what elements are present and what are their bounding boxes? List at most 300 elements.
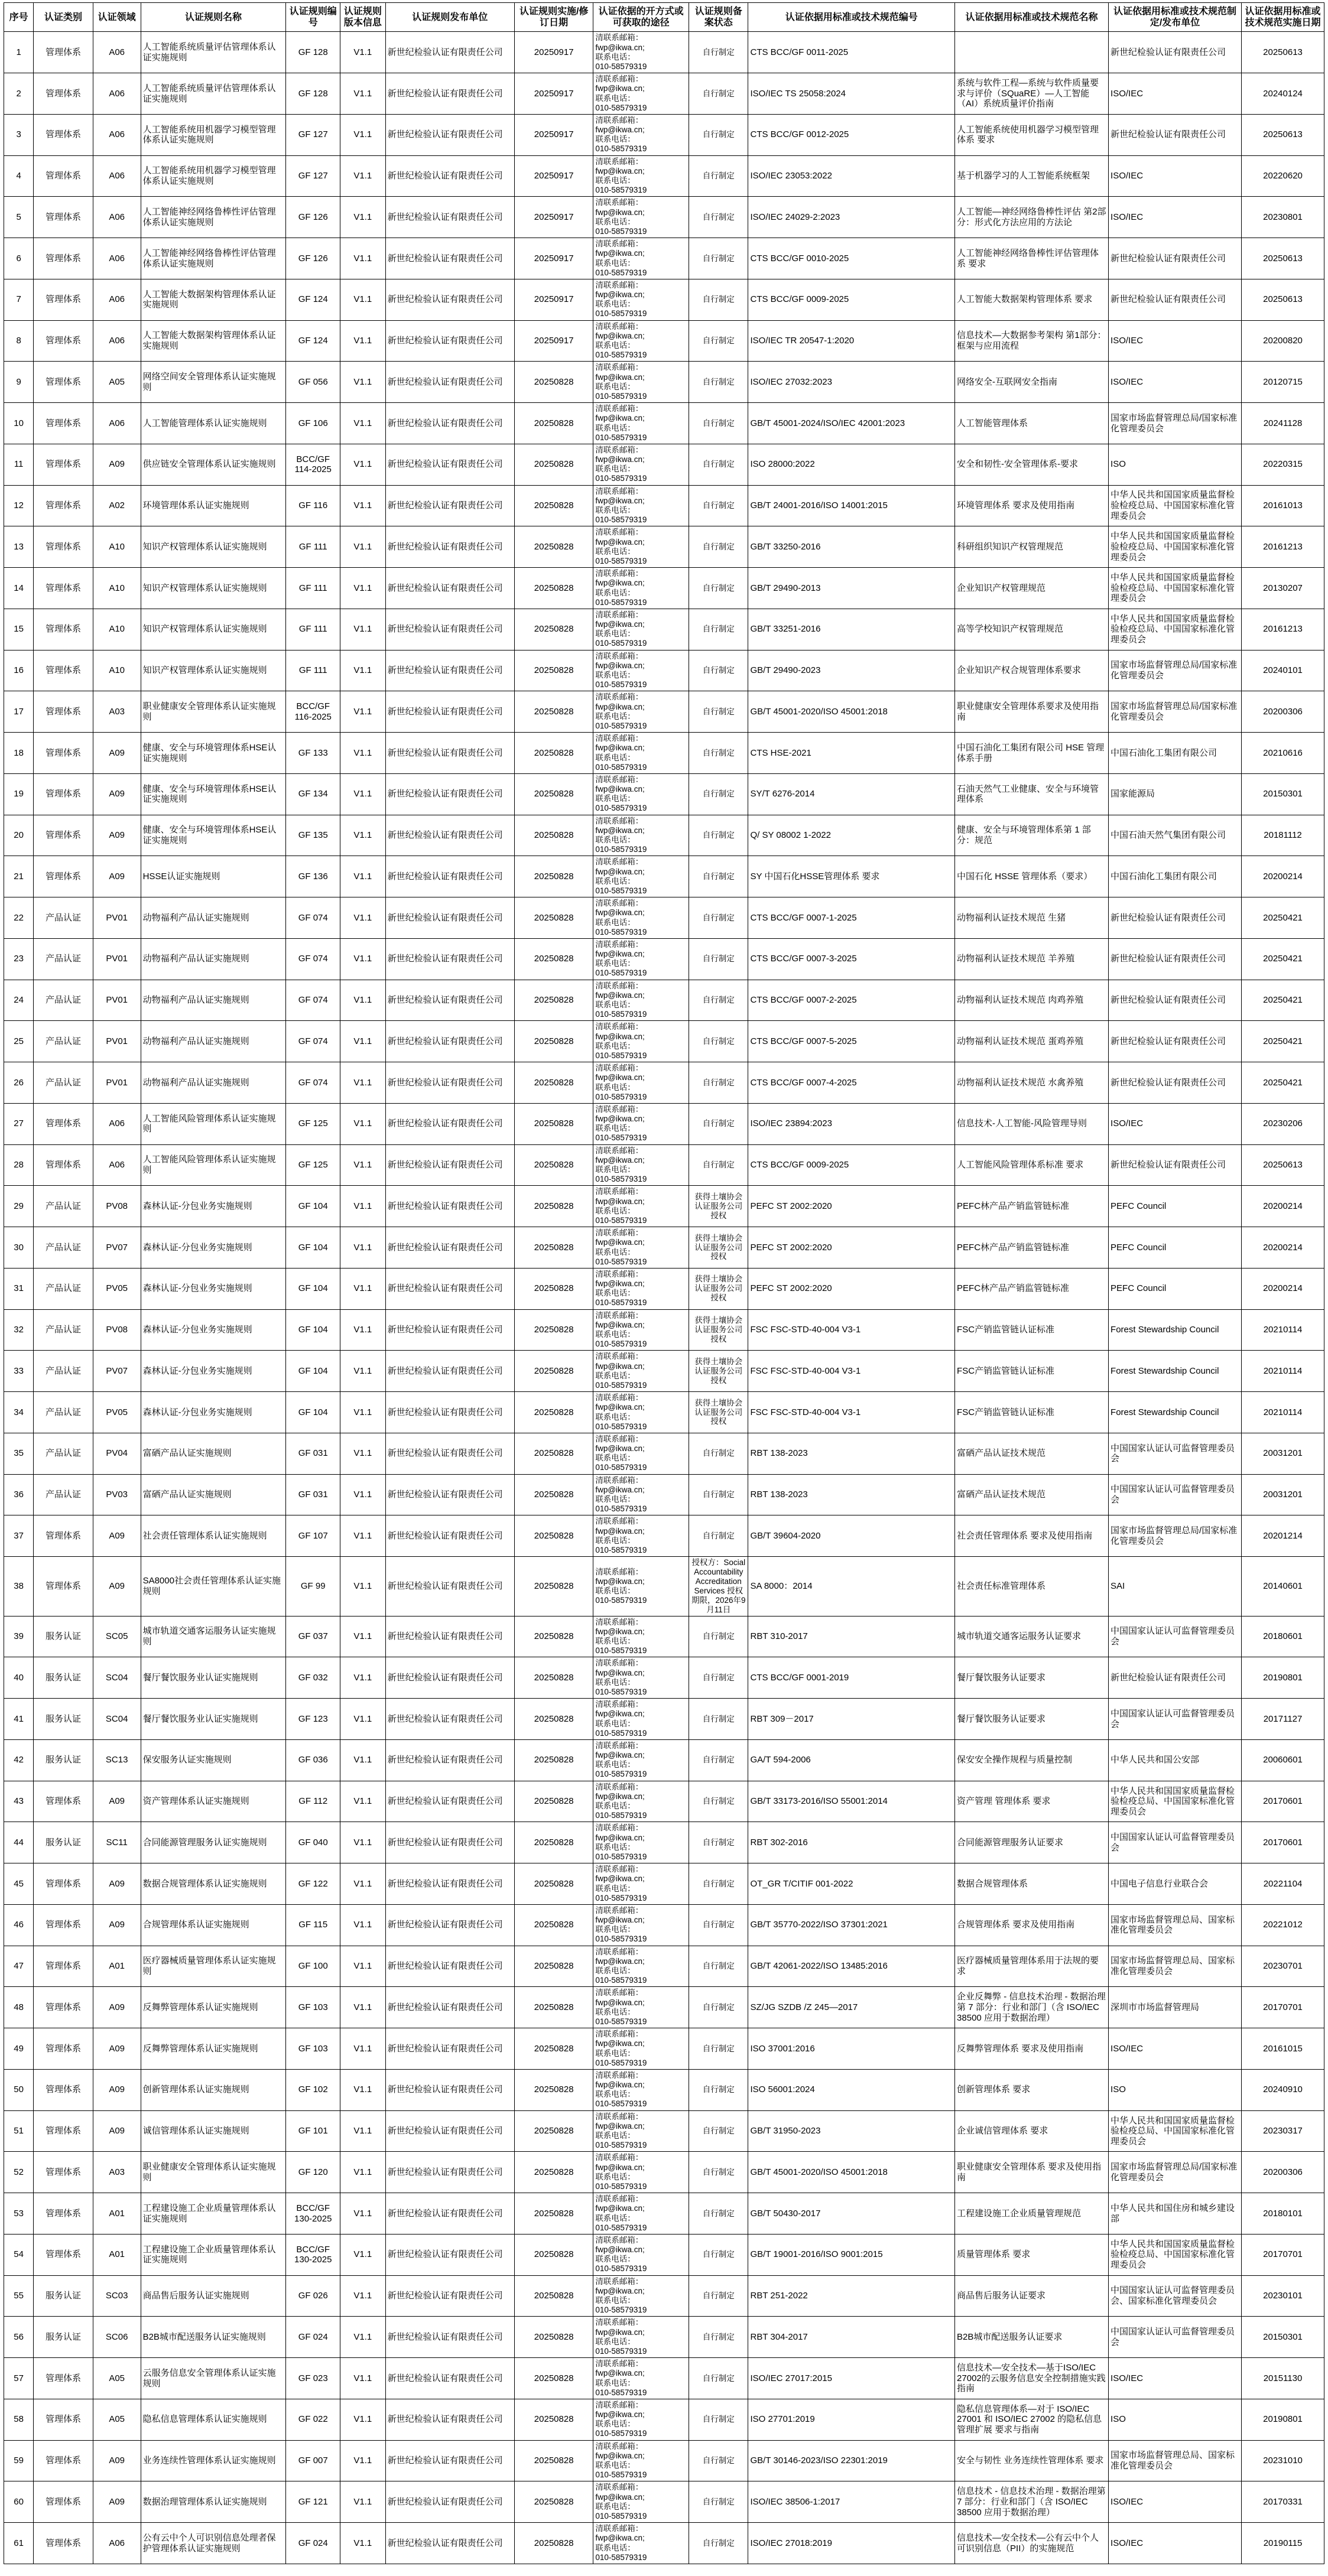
contact-line: 清联系邮箱： (595, 1947, 644, 1956)
table-row[interactable] (4, 2317, 1324, 2358)
cell-standard-date: 20250613 (1242, 1144, 1324, 1186)
table-row[interactable] (4, 1515, 1324, 1557)
table-row[interactable] (4, 568, 1324, 609)
table-row[interactable] (4, 238, 1324, 279)
cell-standard-org: 中华人民共和国国家质量监督检验检疫总局、中国国家标准化管理委员会 (1109, 2234, 1242, 2275)
cell-rule-no: GF 120 (286, 2152, 340, 2193)
cell-version: V1.1 (340, 1863, 385, 1905)
cell-version: V1.1 (340, 362, 385, 403)
cell-standard-org: 中华人民共和国国家质量监督检验检疫总局、中国国家标准化管理委员会 (1109, 526, 1242, 568)
cell-standard-date: 20161013 (1242, 485, 1324, 526)
cell-version: V1.1 (340, 2440, 385, 2481)
table-row[interactable] (4, 485, 1324, 526)
cell-category: 产品认证 (34, 1392, 93, 1433)
cell-standard-org: 国家能源局 (1109, 773, 1242, 815)
contact-line: 010-58579319 (595, 103, 647, 112)
contact-line: 联系电话： (595, 1719, 635, 1728)
cell-standard-org: 新世纪检验认证有限责任公司 (1109, 1062, 1242, 1104)
cell-version: V1.1 (340, 1309, 385, 1351)
cell-category: 服务认证 (34, 1616, 93, 1657)
cell-date: 20250917 (515, 279, 593, 320)
cell-publisher: 新世纪检验认证有限责任公司 (385, 1904, 514, 1946)
cell-field: PV01 (93, 980, 141, 1021)
cell-category: 管理体系 (34, 650, 93, 691)
cell-filing-status: 自行制定 (689, 2234, 748, 2275)
cell-field: A06 (93, 2523, 141, 2564)
cell-date: 20250917 (515, 238, 593, 279)
cell-rule-name: 隐私信息管理体系认证实施规则 (141, 2399, 286, 2440)
cell-standard-name: 企业知识产权合规管理体系要求 (955, 650, 1109, 691)
cell-publisher: 新世纪检验认证有限责任公司 (385, 1103, 514, 1144)
contact-line: fwp@ikwa.cn; (595, 2080, 645, 2090)
cell-field: A09 (93, 1515, 141, 1557)
cell-filing-status: 自行制定 (689, 485, 748, 526)
table-row[interactable] (4, 1021, 1324, 1062)
table-row[interactable] (4, 1904, 1324, 1946)
table-row[interactable] (4, 155, 1324, 197)
table-row[interactable] (4, 1474, 1324, 1515)
cell-standard-date: 20200214 (1242, 1227, 1324, 1269)
cell-access (593, 2523, 689, 2564)
cell-category: 产品认证 (34, 1062, 93, 1104)
contact-line: 联系电话： (595, 2419, 635, 2429)
cell-no: 48 (4, 1987, 34, 2028)
contact-line: 联系电话： (595, 2213, 635, 2223)
cell-rule-no: GF 100 (286, 1946, 340, 1987)
cell-rule-name: 创新管理体系认证实施规则 (141, 2069, 286, 2110)
cell-publisher: 新世纪检验认证有限责任公司 (385, 1781, 514, 1822)
cell-access (593, 773, 689, 815)
cell-date: 20250828 (515, 691, 593, 733)
contact-line: 联系电话： (595, 547, 635, 556)
contact-line: 联系电话： (595, 52, 635, 61)
cell-rule-name: 职业健康安全管理体系认证实施规则 (141, 2152, 286, 2193)
cell-filing-status: 自行制定 (689, 2152, 748, 2193)
cell-date: 20250828 (515, 2234, 593, 2275)
cell-publisher: 新世纪检验认证有限责任公司 (385, 815, 514, 856)
cell-no: 55 (4, 2275, 34, 2317)
cell-version: V1.1 (340, 938, 385, 980)
cell-rule-no: GF 99 (286, 1557, 340, 1616)
cell-standard-name: 中国石油化工集团有限公司 HSE 管理体系手册 (955, 733, 1109, 774)
table-row[interactable] (4, 73, 1324, 115)
cell-rule-no: GF 124 (286, 320, 340, 362)
cell-access (593, 2152, 689, 2193)
cell-rule-name: 人工智能神经网络鲁棒性评估管理体系认证实施规则 (141, 238, 286, 279)
cell-standard-name: 职业健康安全管理体系 要求及使用指南 (955, 2152, 1109, 2193)
cell-date: 20250828 (515, 2069, 593, 2110)
cell-field: SC05 (93, 1616, 141, 1657)
table-row[interactable] (4, 1946, 1324, 1987)
cell-filing-status: 自行制定 (689, 1904, 748, 1946)
cell-standard-org: 国家市场监督管理总局、国家标准化管理委员会 (1109, 2440, 1242, 2481)
cell-field: SC04 (93, 1699, 141, 1740)
contact-line: fwp@ikwa.cn; (595, 84, 645, 93)
cell-standard-date: 20170601 (1242, 1822, 1324, 1863)
table-row[interactable] (4, 1309, 1324, 1351)
cell-access (593, 568, 689, 609)
cell-field: A06 (93, 73, 141, 115)
table-row[interactable] (4, 2110, 1324, 2152)
cell-category: 管理体系 (34, 1863, 93, 1905)
table-row[interactable] (4, 2523, 1324, 2564)
cell-rule-no: GF 106 (286, 403, 340, 444)
cell-version: V1.1 (340, 1946, 385, 1987)
cell-rule-name: 健康、安全与环境管理体系HSE认证实施规则 (141, 773, 286, 815)
cell-access (593, 1946, 689, 1987)
cell-standard-date: 20161213 (1242, 526, 1324, 568)
cell-filing-status: 自行制定 (689, 1657, 748, 1699)
cell-access (593, 1433, 689, 1474)
cell-field: A09 (93, 1781, 141, 1822)
cell-access (593, 2481, 689, 2523)
table-row[interactable] (4, 980, 1324, 1021)
table-row[interactable] (4, 2028, 1324, 2070)
cell-standard-date: 20250421 (1242, 980, 1324, 1021)
cell-date: 20250828 (515, 362, 593, 403)
cell-filing-status: 自行制定 (689, 197, 748, 238)
cell-standard-name: 动物福利认证技术规范 蛋鸡养殖 (955, 1021, 1109, 1062)
table-row[interactable] (4, 1392, 1324, 1433)
cell-field: SC13 (93, 1739, 141, 1781)
table-row[interactable] (4, 1739, 1324, 1781)
cell-field: A06 (93, 155, 141, 197)
table-row[interactable] (4, 32, 1324, 73)
contact-line: fwp@ikwa.cn; (595, 1956, 645, 1966)
cell-rule-name: 知识产权管理体系认证实施规则 (141, 609, 286, 650)
cell-standard-date: 20241128 (1242, 403, 1324, 444)
cell-no: 21 (4, 856, 34, 897)
table-row[interactable] (4, 1062, 1324, 1104)
cell-date: 20250828 (515, 1268, 593, 1309)
cell-version: V1.1 (340, 1186, 385, 1227)
table-row[interactable] (4, 1268, 1324, 1309)
cell-rule-name: 富硒产品认证实施规则 (141, 1474, 286, 1515)
cell-access (593, 238, 689, 279)
cell-no: 39 (4, 1616, 34, 1657)
table-row[interactable] (4, 114, 1324, 155)
table-row[interactable] (4, 1657, 1324, 1699)
cell-version: V1.1 (340, 897, 385, 939)
table-row[interactable] (4, 2069, 1324, 2110)
cell-date: 20250828 (515, 2440, 593, 2481)
cell-filing-status: 自行制定 (689, 155, 748, 197)
table-row[interactable] (4, 403, 1324, 444)
cell-category: 产品认证 (34, 980, 93, 1021)
table-row[interactable] (4, 609, 1324, 650)
table-row[interactable] (4, 691, 1324, 733)
cell-rule-no: GF 133 (286, 733, 340, 774)
cell-date: 20250917 (515, 73, 593, 115)
contact-line: 010-58579319 (595, 2511, 647, 2520)
cell-publisher: 新世纪检验认证有限责任公司 (385, 485, 514, 526)
table-row[interactable] (4, 1433, 1324, 1474)
cell-date: 20250828 (515, 1351, 593, 1392)
contact-line: 010-58579319 (595, 309, 647, 318)
cell-filing-status: 自行制定 (689, 1699, 748, 1740)
table-row[interactable] (4, 733, 1324, 774)
table-row[interactable] (4, 2275, 1324, 2317)
contact-line: fwp@ikwa.cn; (595, 166, 645, 175)
cell-filing-status: 自行制定 (689, 2481, 748, 2523)
cell-rule-name: 人工智能大数据架构管理体系认证实施规则 (141, 320, 286, 362)
table-row[interactable] (4, 320, 1324, 362)
table-row[interactable] (4, 1822, 1324, 1863)
cell-publisher: 新世纪检验认证有限责任公司 (385, 773, 514, 815)
contact-line: fwp@ikwa.cn; (595, 2039, 645, 2048)
table-row[interactable] (4, 2234, 1324, 2275)
cell-field: PV03 (93, 1474, 141, 1515)
table-row[interactable] (4, 938, 1324, 980)
cell-standard-date: 20200214 (1242, 856, 1324, 897)
cell-rule-no: GF 032 (286, 1657, 340, 1699)
cell-category: 产品认证 (34, 1474, 93, 1515)
table-row[interactable] (4, 2193, 1324, 2235)
cell-access (593, 197, 689, 238)
cell-no: 36 (4, 1474, 34, 1515)
table-row[interactable] (4, 1557, 1324, 1616)
cell-publisher: 新世纪检验认证有限责任公司 (385, 2234, 514, 2275)
contact-line: 清联系邮箱： (595, 1988, 644, 1998)
cell-standard-no: GB/T 42061-2022/ISO 13485:2016 (748, 1946, 955, 1987)
cell-rule-no: GF 125 (286, 1144, 340, 1186)
table-row[interactable] (4, 897, 1324, 939)
cell-category: 管理体系 (34, 526, 93, 568)
table-row[interactable] (4, 2358, 1324, 2399)
cell-standard-no: GB/T 29490-2023 (748, 650, 955, 691)
cell-rule-no: GF 111 (286, 568, 340, 609)
cell-standard-name: FSC产销监管链认证标准 (955, 1392, 1109, 1433)
table-row[interactable] (4, 2399, 1324, 2440)
cell-field: A06 (93, 320, 141, 362)
contact-line: 联系电话： (595, 2543, 635, 2552)
cell-standard-no: GB/T 24001-2016/ISO 14001:2015 (748, 485, 955, 526)
cell-field: A03 (93, 691, 141, 733)
cell-standard-name: 安全和韧性-安全管理体系-要求 (955, 444, 1109, 485)
cell-rule-name: 森林认证-分包业务实施规则 (141, 1392, 286, 1433)
cell-category: 管理体系 (34, 1515, 93, 1557)
cell-publisher: 新世纪检验认证有限责任公司 (385, 1392, 514, 1433)
cell-filing-status: 自行制定 (689, 32, 748, 73)
cell-version: V1.1 (340, 1351, 385, 1392)
cell-standard-org: 新世纪检验认证有限责任公司 (1109, 238, 1242, 279)
cell-no: 27 (4, 1103, 34, 1144)
cell-standard-name: 数据合规管理体系 (955, 1863, 1109, 1905)
cell-no: 38 (4, 1557, 34, 1616)
cell-date: 20250828 (515, 1021, 593, 1062)
cell-no: 49 (4, 2028, 34, 2070)
cell-standard-name: 基于机器学习的人工智能系统框架 (955, 155, 1109, 197)
table-row[interactable] (4, 1103, 1324, 1144)
cell-date: 20250828 (515, 2523, 593, 2564)
cell-standard-org: 国家市场监督管理总局、国家标准化管理委员会 (1109, 1904, 1242, 1946)
cell-standard-no: GB/T 50430-2017 (748, 2193, 955, 2235)
cell-publisher: 新世纪检验认证有限责任公司 (385, 2481, 514, 2523)
contact-line: 联系电话： (595, 2131, 635, 2141)
cell-category: 管理体系 (34, 2358, 93, 2399)
contact-line: 清联系邮箱： (595, 445, 644, 454)
cell-filing-status: 自行制定 (689, 403, 748, 444)
cell-rule-name: 医疗器械质量管理体系认证实施规则 (141, 1946, 286, 1987)
cell-category: 管理体系 (34, 733, 93, 774)
contact-line: 联系电话： (595, 2296, 635, 2305)
cell-version: V1.1 (340, 1699, 385, 1740)
table-row[interactable] (4, 1781, 1324, 1822)
table-row[interactable] (4, 856, 1324, 897)
cell-access (593, 2234, 689, 2275)
contact-line: fwp@ikwa.cn; (595, 1238, 645, 1247)
cell-version: V1.1 (340, 1657, 385, 1699)
cell-category: 管理体系 (34, 773, 93, 815)
cell-date: 20250828 (515, 485, 593, 526)
cell-date: 20250917 (515, 32, 593, 73)
cell-rule-no: GF 023 (286, 2358, 340, 2399)
cell-date: 20250828 (515, 2481, 593, 2523)
cell-standard-org: 中华人民共和国国家质量监督检验检疫总局、中国国家标准化管理委员会 (1109, 609, 1242, 650)
cell-rule-no: GF 104 (286, 1351, 340, 1392)
cell-no: 26 (4, 1062, 34, 1104)
cell-standard-name: 动物福利认证技术规范 生猪 (955, 897, 1109, 939)
contact-line: 010-58579319 (595, 2099, 647, 2109)
cell-no: 57 (4, 2358, 34, 2399)
cell-category: 管理体系 (34, 815, 93, 856)
cell-publisher: 新世纪检验认证有限责任公司 (385, 609, 514, 650)
table-row[interactable] (4, 444, 1324, 485)
cell-version: V1.1 (340, 1557, 385, 1616)
cell-rule-no: GF 007 (286, 2440, 340, 2481)
cell-date: 20250828 (515, 1474, 593, 1515)
cell-version: V1.1 (340, 2234, 385, 2275)
cell-category: 管理体系 (34, 2481, 93, 2523)
contact-line: 联系电话： (595, 1925, 635, 1934)
cell-publisher: 新世纪检验认证有限责任公司 (385, 2523, 514, 2564)
cell-access (593, 444, 689, 485)
cell-standard-name: 餐厅餐饮服务认证要求 (955, 1657, 1109, 1699)
contact-line: 010-58579319 (595, 1893, 647, 1902)
cell-rule-no: GF 104 (286, 1186, 340, 1227)
cell-standard-org: 国家市场监督管理总局/国家标准化管理委员会 (1109, 1515, 1242, 1557)
contact-line: 联系电话： (595, 1165, 635, 1174)
cell-rule-name: 合规管理体系认证实施规则 (141, 1904, 286, 1946)
table-row[interactable] (4, 2440, 1324, 2481)
cell-rule-no: GF 128 (286, 73, 340, 115)
cell-date: 20250917 (515, 155, 593, 197)
contact-line: 010-58579319 (595, 1646, 647, 1655)
cell-standard-date: 20190801 (1242, 1657, 1324, 1699)
cell-version: V1.1 (340, 444, 385, 485)
contact-line: fwp@ikwa.cn; (595, 743, 645, 753)
contact-line: fwp@ikwa.cn; (595, 1668, 645, 1677)
table-row[interactable] (4, 1351, 1324, 1392)
cell-field: A03 (93, 2152, 141, 2193)
cell-rule-no: GF 026 (286, 2275, 340, 2317)
cell-standard-date: 20161213 (1242, 609, 1324, 650)
cell-standard-no: GB/T 19001-2016/ISO 9001:2015 (748, 2234, 955, 2275)
contact-line: fwp@ikwa.cn; (595, 1155, 645, 1165)
col-header-standard-date: 认证依据用标准或技术规范实施日期 (1242, 3, 1324, 32)
cell-version: V1.1 (340, 238, 385, 279)
cell-filing-status: 授权方：Social Accountability Accreditation Services 授权期限，2026年9月11日 (689, 1557, 748, 1616)
cell-date: 20250828 (515, 1103, 593, 1144)
cell-standard-no: RBT 302-2016 (748, 1822, 955, 1863)
cell-access (593, 1309, 689, 1351)
table-row[interactable] (4, 1863, 1324, 1905)
cell-standard-name: 信息技术—安全技术—公有云中个人可识别信息（PII）的实施规范 (955, 2523, 1109, 2564)
cell-rule-no: GF 104 (286, 1268, 340, 1309)
cell-date: 20250917 (515, 114, 593, 155)
contact-line: 010-58579319 (595, 474, 647, 483)
cell-version: V1.1 (340, 1392, 385, 1433)
cell-field: SC03 (93, 2275, 141, 2317)
cell-field: A01 (93, 1946, 141, 1987)
cell-standard-org: 中华人民共和国国家质量监督检验检疫总局、中国国家标准化管理委员会 (1109, 2110, 1242, 2152)
cell-date: 20250828 (515, 2358, 593, 2399)
table-row[interactable] (4, 1987, 1324, 2028)
contact-line: 联系电话： (595, 423, 635, 432)
contact-line: 010-58579319 (595, 2388, 647, 2397)
contact-line: 010-58579319 (595, 1934, 647, 1944)
cell-field: PV07 (93, 1351, 141, 1392)
cell-filing-status: 自行制定 (689, 980, 748, 1021)
table-row[interactable] (4, 1699, 1324, 1740)
table-row[interactable] (4, 1227, 1324, 1269)
table-row[interactable] (4, 2152, 1324, 2193)
col-header-no: 序号 (4, 3, 34, 32)
table-row[interactable] (4, 773, 1324, 815)
cell-standard-no: GB/T 29490-2013 (748, 568, 955, 609)
contact-line: 联系电话： (595, 506, 635, 515)
cell-standard-org: ISO (1109, 444, 1242, 485)
cell-standard-name: 城市轨道交通客运服务认证要求 (955, 1616, 1109, 1657)
table-row[interactable] (4, 1616, 1324, 1657)
cell-standard-date: 20171127 (1242, 1699, 1324, 1740)
cell-standard-org: Forest Stewardship Council (1109, 1309, 1242, 1351)
table-row[interactable] (4, 197, 1324, 238)
table-row[interactable] (4, 2481, 1324, 2523)
cell-standard-no: ISO/IEC 23894:2023 (748, 1103, 955, 1144)
table-row[interactable] (4, 650, 1324, 691)
table-row[interactable] (4, 526, 1324, 568)
col-header-date: 认证规则实施/修订日期 (515, 3, 593, 32)
contact-line: fwp@ikwa.cn; (595, 2492, 645, 2502)
cell-no: 19 (4, 773, 34, 815)
cell-publisher: 新世纪检验认证有限责任公司 (385, 1144, 514, 1186)
cell-version: V1.1 (340, 2110, 385, 2152)
table-row[interactable] (4, 1186, 1324, 1227)
cell-date: 20250828 (515, 1863, 593, 1905)
cell-category: 产品认证 (34, 1186, 93, 1227)
cell-access (593, 1268, 689, 1309)
contact-line: fwp@ikwa.cn; (595, 1627, 645, 1636)
cell-publisher: 新世纪检验认证有限责任公司 (385, 1739, 514, 1781)
cell-standard-date: 20230801 (1242, 197, 1324, 238)
contact-line: fwp@ikwa.cn; (595, 2245, 645, 2255)
table-row[interactable] (4, 279, 1324, 320)
contact-line: 010-58579319 (595, 391, 647, 401)
table-row[interactable] (4, 362, 1324, 403)
cell-date: 20250828 (515, 1739, 593, 1781)
cell-no: 25 (4, 1021, 34, 1062)
cell-filing-status: 自行制定 (689, 2523, 748, 2564)
cell-standard-org: ISO/IEC (1109, 320, 1242, 362)
contact-line: 010-58579319 (595, 1298, 647, 1307)
cell-field: A09 (93, 815, 141, 856)
table-row[interactable] (4, 1144, 1324, 1186)
table-row[interactable] (4, 815, 1324, 856)
cell-rule-name: 餐厅餐饮服务业认证实施规则 (141, 1699, 286, 1740)
cell-standard-no: ISO 37001:2016 (748, 2028, 955, 2070)
cell-category: 管理体系 (34, 444, 93, 485)
